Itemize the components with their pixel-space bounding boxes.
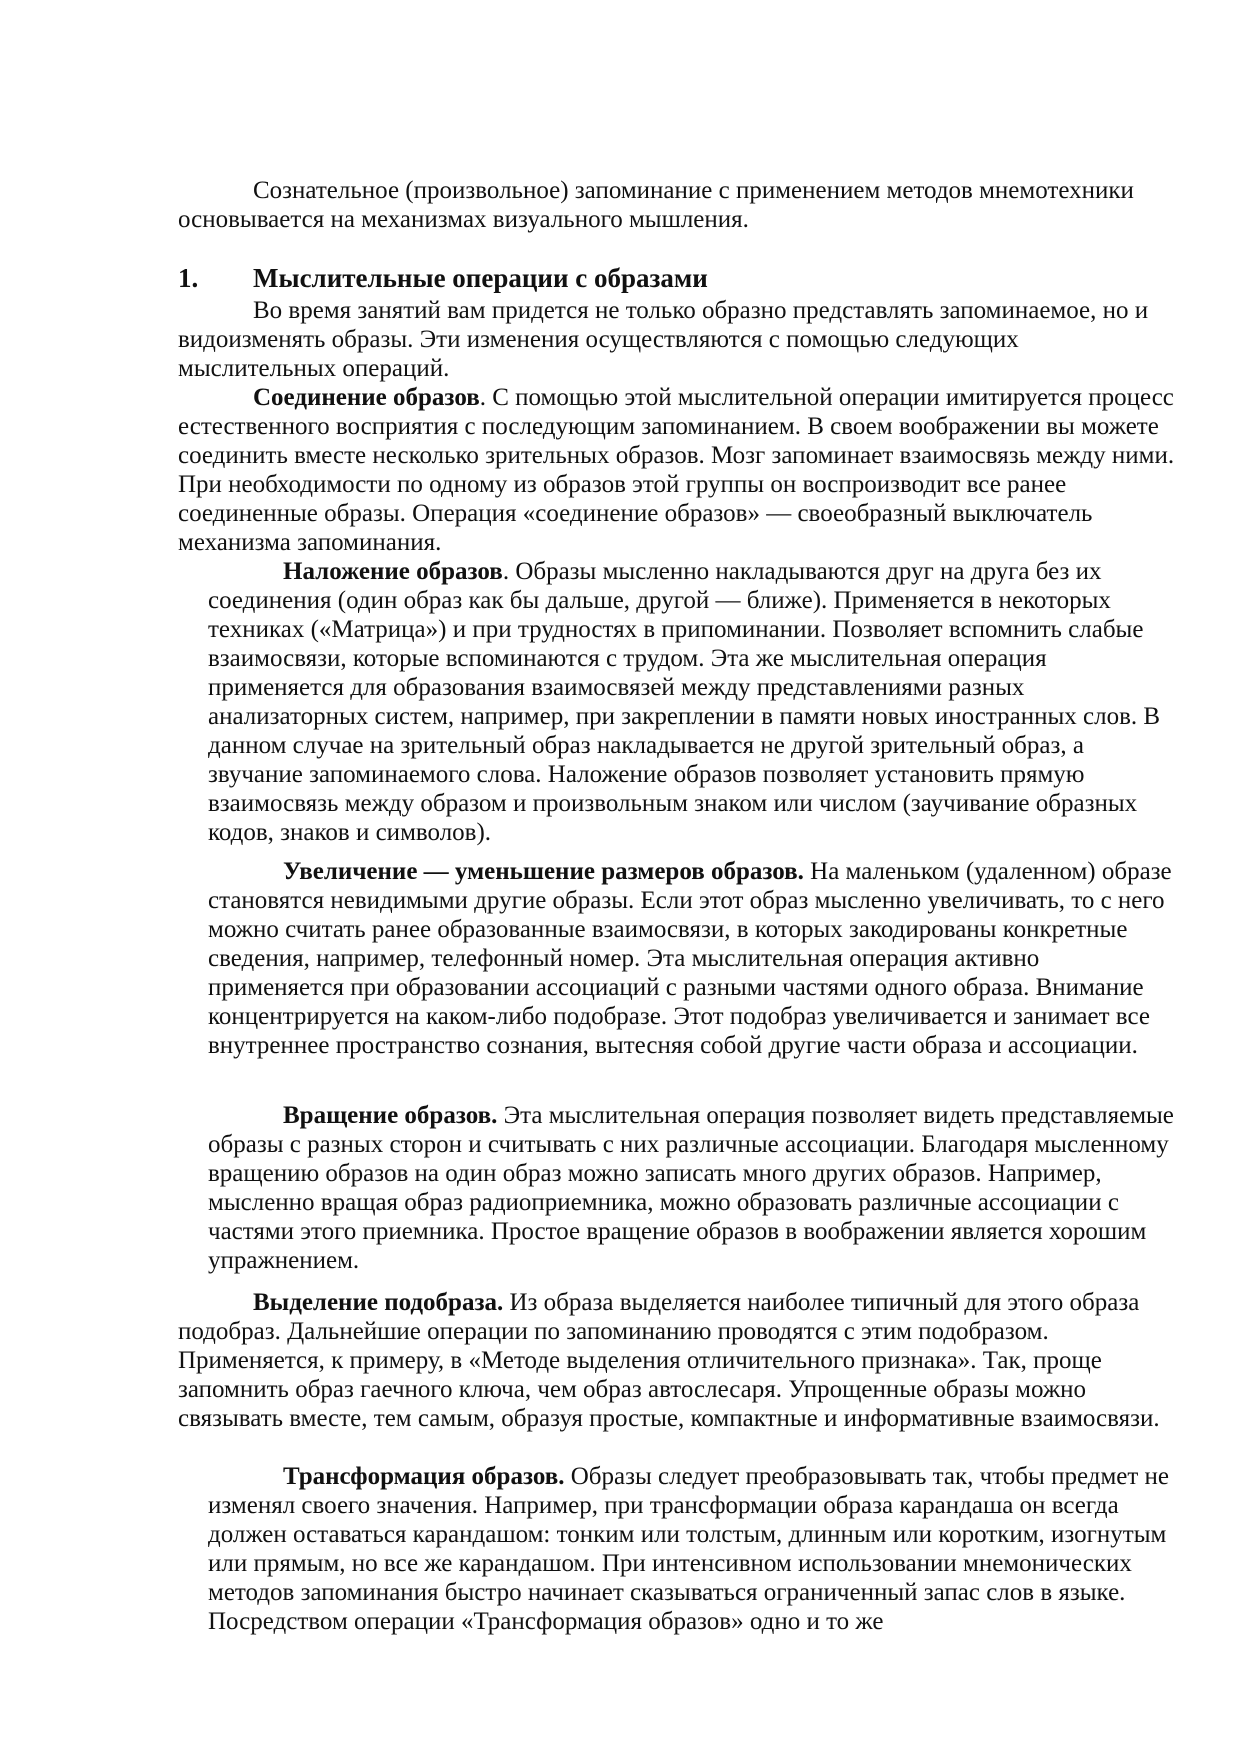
paragraph-term: Трансформация образов. [283, 1463, 565, 1490]
paragraph-text: Из образа выделяется наиболее типичный для этого образа подобраз. Дальнейшие операции по запоминанию проводятся с этим подобразом. Применяется, к примеру, в «Методе выделения отличительного признака». Так, проще запомнить образ гаечного ключа, чем образ автослесаря. Упрощенные образы можно связывать вместе, тем самым, образуя простые, компактные и информативные взаимосвязи. [178, 1289, 1160, 1432]
intro-paragraph: Сознательное (произвольное) запоминание с применением методов мнемотехники основывается на механизмах визуального мышления. [178, 177, 1134, 233]
paragraph-text: . Образы мысленно накладываются друг на друга без их соединения (один образ как бы дальше, другой — ближе). Применяется в некоторых техниках («Матрица») и при трудностях в припоминании. Позволяет вспомнить слабые взаимосвязи, которые вспоминаются с трудом. Эта же мыслительная операция применяется для образования взаимосвязей между представлениями разных анализаторных систем, например, при закреплении в памяти новых иностранных слов. В данном случае на зрительный образ накладывается не другой зрительный образ, а звучание запоминаемого слова. Наложение образов позволяет установить прямую взаимосвязь между образом и произвольным знаком или числом (заучивание образных кодов, знаков и символов). [208, 558, 1161, 846]
paragraph-subimage [178, 1288, 1178, 1433]
section-title: Мыслительные операции с образами [253, 263, 708, 293]
paragraph-text: На маленьком (удаленном) образе становятся невидимыми другие образы. Если этот образ мысленно увеличивать, то с него можно считать ранее образованные взаимосвязи, в которых закодированы конкретные сведения, например, телефонный номер. Эта мыслительная операция активно применяется при образовании ассоциаций с разными частями одного образа. Внимание концентрируется на каком-либо подобразе. Этот подобраз увеличивается и занимает все внутреннее пространство сознания, вытесняя собой другие части образа и ассоциации. [208, 858, 1172, 1059]
paragraph-term: Выделение подобраза. [253, 1289, 504, 1316]
paragraph-text: Во время занятий вам придется не только образно представлять запоминаемое, но и видоизменять образы. Эти изменения осуществляются с помощью следующих мыслительных операций. [178, 297, 1149, 382]
paragraph-scaling [208, 857, 1178, 1060]
paragraph-joining [178, 383, 1178, 557]
paragraph-transformation [208, 1462, 1178, 1636]
paragraph-overlay [208, 557, 1178, 847]
paragraph-rotation [208, 1101, 1178, 1275]
paragraph-text: Эта мыслительная операция позволяет видеть представляемые образы с разных сторон и считывать с них различные ассоциации. Благодаря мысленному вращению образов на один образ можно записать много других образов. Например, мысленно вращая образ радиоприемника, можно образовать различные ассоциации с частями этого приемника. Простое вращение образов в воображении является хорошим упражнением. [208, 1102, 1174, 1274]
section-number: 1. [178, 263, 199, 293]
paragraph-term: Увеличение — уменьшение размеров образов. [283, 858, 804, 885]
paragraph-intro-operations [178, 296, 1178, 383]
paragraph-term: Соединение образов [253, 384, 480, 411]
paragraph-text: . С помощью этой мыслительной операции имитируется процесс естественного восприятия с последующим запоминанием. В своем воображении вы можете соединить вместе несколько зрительных образов. Мозг запоминает взаимосвязь между ними. При необходимости по одному из образов этой группы он воспроизводит все ранее соединенные образы. Операция «соединение образов» — своеобразный выключатель механизма запоминания. [178, 384, 1175, 556]
section-heading [178, 262, 1178, 294]
paragraph-text: Образы следует преобразовывать так, чтобы предмет не изменял своего значения. Например, при трансформации образа карандаша он всегда должен оставаться карандашом: тонким или толстым, длинным или коротким, изогнутым или прямым, но все же карандашом. При интенсивном использовании мнемонических методов запоминания быстро начинает сказываться ограниченный запас слов в языке. Посредством операции «Трансформация образов» одно и то же [208, 1463, 1170, 1635]
paragraph-term: Вращение образов. [283, 1102, 498, 1129]
paragraph-term: Наложение образов [283, 558, 503, 585]
